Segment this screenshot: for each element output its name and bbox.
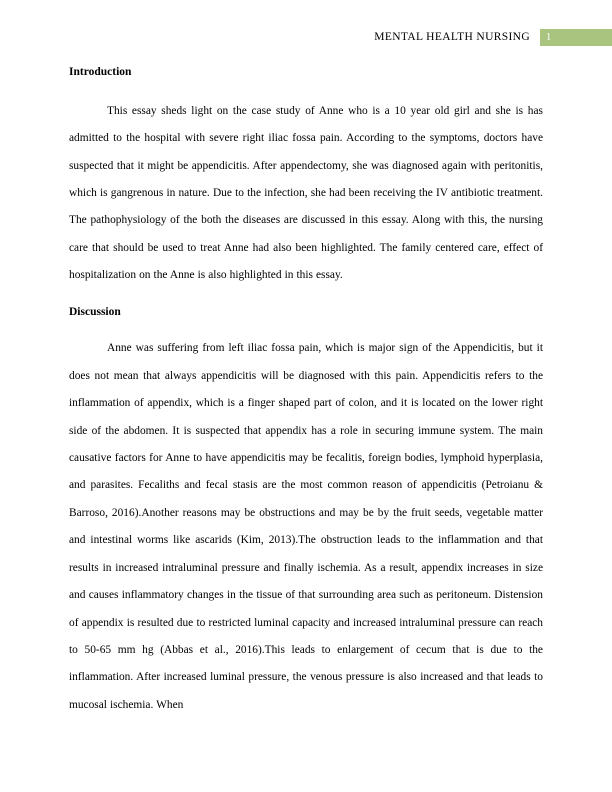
section-heading-discussion: Discussion	[69, 305, 121, 318]
page-header	[0, 28, 612, 46]
running-head-title: MENTAL HEALTH NURSING	[374, 31, 530, 43]
paragraph-introduction: This essay sheds light on the case study of Anne who is a 10 year old girl and she is has admitted to the hospital with severe right iliac fossa pain. According to the symptoms, doctors have suspected that it might be appendicitis. After appendectomy, she was diagnosed again with peritonitis, which is gangrenous in nature. Due to the infection, she had been receiving the IV antibiotic treatment. The pathophysiology of the both the diseases are discussed in this essay. Along with this, the nursing care that should be used to treat Anne had also been highlighted. The family centered care, effect of hospitalization on the Anne is also highlighted in this essay.	[69, 104, 543, 282]
section-heading-introduction: Introduction	[69, 66, 132, 78]
page-number: 1	[546, 31, 552, 43]
spacer	[69, 86, 543, 98]
spacer	[69, 325, 543, 335]
spacer	[69, 290, 543, 306]
document-body	[69, 66, 543, 719]
paragraph-discussion: Anne was suffering from left iliac fossa pain, which is major sign of the Appendicitis, but it does not mean that always appendicitis will be diagnosed with this pain. Appendicitis refers to the inflammation of appendix, which is a finger shaped part of colon, and it is located on the lower right side of the abdomen. It is suspected that appendix has a role in securing immune system. The main causative factors for Anne to have appendicitis may be fecalitis, foreign bodies, lymphoid hyperplasia, and parasites. Fecaliths and fecal stasis are the most common reason of appendicitis (Petroianu & Barroso, 2016).Another reasons may be obstructions and may be by the fruit seeds, vegetable matter and intestinal worms like ascarids (Kim, 2013).The obstruction leads to the inflammation and that results in increased intraluminal pressure and finally ischemia. As a result, appendix increases in size and causes inflammatory changes in the tissue of that surrounding area such as peritoneum. Distension of appendix is resulted due to restricted luminal capacity and increased intraluminal pressure can reach to 50-65 mm hg (Abbas et al., 2016).This leads to enlargement of cecum that is due to the inflammation. After increased luminal pressure, the venous pressure is also increased and that leads to mucosal ischemia. When	[69, 342, 543, 711]
page-number-badge	[540, 29, 612, 46]
